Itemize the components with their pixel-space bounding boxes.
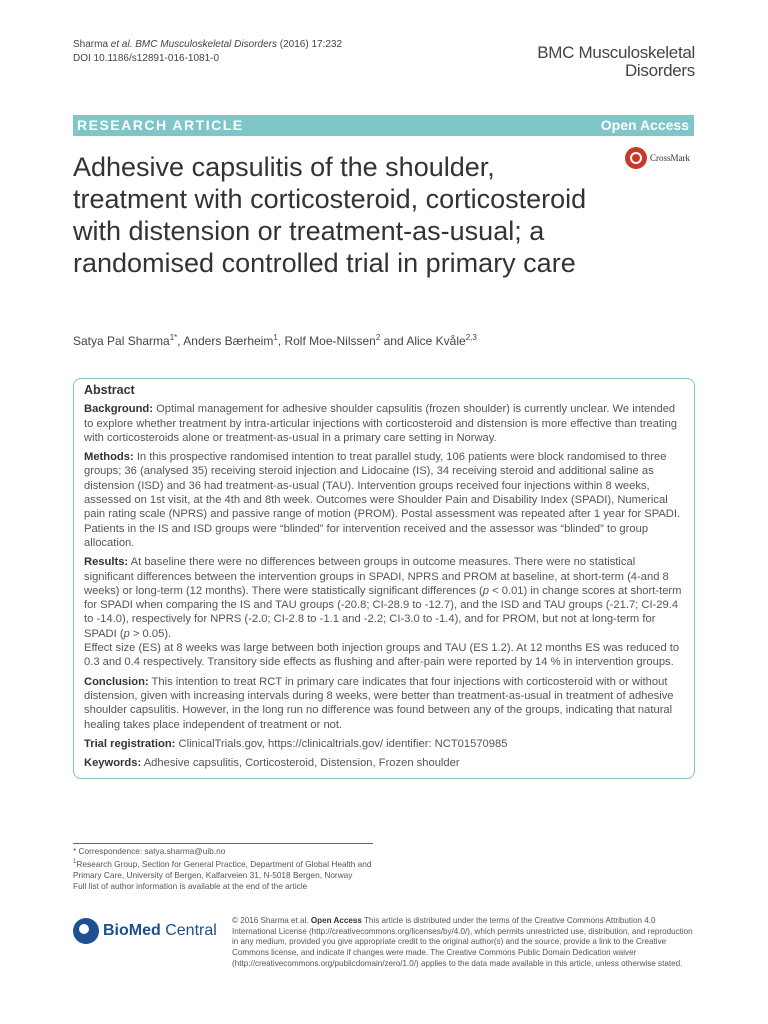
affiliation	[73, 857, 373, 881]
abstract-background	[84, 402, 684, 445]
license-open-access: Open Access	[310, 916, 362, 925]
trial-text[interactable]: ClinicalTrials.gov, https://clinicaltrials.gov/ identifier: NCT01570985	[178, 737, 508, 750]
correspondence[interactable]: * Correspondence: satya.sharma@uib.no	[73, 846, 226, 856]
keywords-text: Adhesive capsulitis, Corticosteroid, Distension, Frozen shoulder	[143, 757, 460, 770]
author-sep: and	[380, 334, 407, 348]
cite-etal: et al.	[110, 39, 133, 50]
publisher-name-rest: Central	[160, 922, 217, 939]
abstract-trial-registration	[84, 737, 684, 751]
footnote-divider	[73, 843, 373, 844]
conclusion-label: Conclusion:	[84, 675, 149, 688]
abstract-box	[73, 378, 695, 779]
author-sep: ,	[277, 334, 285, 348]
background-label: Background:	[84, 403, 153, 416]
publisher-logo[interactable]	[73, 918, 217, 944]
results-text: > 0.05).	[129, 627, 172, 640]
results-effect-size: Effect size (ES) at 8 weeks was large between both injection groups and TAU (ES 1.2). At 12 months ES was reduced to 0.3 and 0.4 respectively. Transitory side effects as flushing and after-pain were reported by 14 % in intervention groups.	[84, 642, 680, 669]
abstract-conclusion	[84, 675, 684, 732]
crossmark-badge[interactable]	[625, 147, 690, 169]
p-symbol: p	[123, 627, 130, 640]
abstract-results	[84, 555, 684, 669]
biomed-central-icon	[73, 918, 99, 944]
footnotes	[73, 846, 373, 892]
article-title: Adhesive capsulitis of the shoulder, treatment with corticosteroid, corticosteroid with distension or treatment-as-usual; a randomised controlled trial in primary care	[73, 152, 587, 278]
results-text: < 0.01) in change scores at short-term for SPADI when comparing the IS and TAU groups (-20.8; CI-28.9 to -12.7), and the ISD and TAU groups (-21.7; CI-29.4 to -14.0), respectively for NPRS (-2.0; CI-2.8 to -1.1 and -2.2; CI-3.0 to -1.4), and for PROM, but not at long-term for SPADI (	[84, 584, 682, 640]
journal-name-line2: Disorders	[624, 61, 695, 80]
article-type-label: RESEARCH ARTICLE	[77, 117, 244, 133]
abstract-heading: Abstract	[84, 383, 135, 397]
publisher-name	[103, 922, 217, 939]
affiliation-text: Research Group, Section for General Practice, Department of Global Health and Primary Care, University of Bergen, Kalfarveien 31, N-5018 Bergen, Norway	[73, 858, 372, 880]
cite-journal: BMC Musculoskeletal Disorders	[135, 39, 277, 50]
copyright: © 2016 Sharma et al.	[232, 916, 311, 925]
publisher-name-bold: BioMed	[103, 922, 161, 939]
abstract-methods	[84, 450, 684, 550]
abstract-keywords	[84, 756, 684, 770]
license-notice	[232, 916, 694, 970]
author-info-note: Full list of author information is available at the end of the article	[73, 880, 308, 891]
license-text: This article is distributed under the terms of the Creative Commons Attribution 4.0 International License (http://creativecommons.org/licenses/by/4.0/), which permits unrestricted use, distribution, and reproduction in any medium, provided you give appropriate credit to the original author(s) and the source, provide a link to the Creative Commons license, and indicate if changes were made. The Creative Commons Public Domain Dedication waiver (http://creativecommons.org/publicdomain/zero/1.0/) applies to the data made available in this article, unless otherwise stated.	[232, 916, 693, 968]
keywords-label: Keywords:	[84, 757, 142, 770]
background-text: Optimal management for adhesive shoulder capsulitis (frozen shoulder) is currently unclear. We intended to explore whether treatment by intra-articular injections with corticosteroid and distension is more effective than treating with corticosteroids alone or treatment-as-usual in a primary care setting in Norway.	[84, 403, 678, 444]
journal-name-line1: BMC Musculoskeletal	[537, 43, 695, 62]
results-text: At baseline there were no differences between groups in outcome measures. There were no statistical significant differences between the intervention groups in SPADI, NPRS and PROM at baseline, at short-term (4-and 8 weeks) or long-term (12 months). There were statistically significant differences (	[84, 556, 669, 597]
citation-header	[73, 38, 342, 66]
trial-label: Trial registration:	[84, 737, 176, 750]
author-affil: 2,3	[465, 333, 477, 342]
doi[interactable]: DOI 10.1186/s12891-016-1081-0	[73, 53, 220, 64]
author-affil: 1*	[169, 333, 178, 342]
conclusion-text: This intention to treat RCT in primary care indicates that four injections with corticosteroid with or without distension, given with increasing intervals during 8 weeks, were better than treatment-as-usual in treatment of adhesive shoulder capsulitis. However, in the long run no difference was found between any of the groups, indicating that natural healing takes place independent of treatment or not.	[84, 675, 674, 731]
crossmark-icon	[625, 147, 647, 169]
author-list	[73, 333, 477, 348]
affiliation-number: 1	[73, 859, 77, 865]
author-name[interactable]: Rolf Moe-Nilssen	[284, 334, 376, 348]
cite-author: Sharma	[73, 39, 109, 50]
open-access-label: Open Access	[600, 117, 689, 133]
crossmark-label: CrossMark	[650, 153, 690, 163]
article-banner	[73, 115, 694, 136]
author-affil: 2	[375, 333, 381, 342]
p-symbol: p	[482, 584, 489, 597]
author-name[interactable]: Satya Pal Sharma	[73, 334, 170, 348]
cite-year-volume: (2016) 17:232	[279, 39, 343, 50]
journal-logo	[537, 44, 695, 80]
author-name[interactable]: Alice Kvåle	[406, 334, 466, 348]
author-affil: 1	[273, 333, 278, 342]
results-label: Results:	[84, 556, 129, 569]
citation-line	[73, 38, 342, 52]
methods-label: Methods:	[84, 451, 134, 464]
methods-text: In this prospective randomised intention to treat parallel study, 106 patients were block randomised to three groups; 36 (analysed 35) receiving steroid injection and Lidocaine (IS), 34 receiving steroid and additional saline as distension (ISD) and 36 had treatment-as-usual (TAU). Intervention groups received four injections within 8 weeks, assessed on 1st visit, at the 4th and 8th week. Outcomes were Shoulder Pain and Disability Index (SPADI), Numerical pain rating scale (NPRS) and passive range of motion (PROM). Postal assessment was repeated after 1 year for SPADI. Patients in the IS and ISD groups were “blinded” for intervention received and the assessor was “blinded” to group allocation.	[84, 451, 681, 549]
author-sep: ,	[177, 334, 184, 348]
author-name[interactable]: Anders Bærheim	[183, 334, 274, 348]
